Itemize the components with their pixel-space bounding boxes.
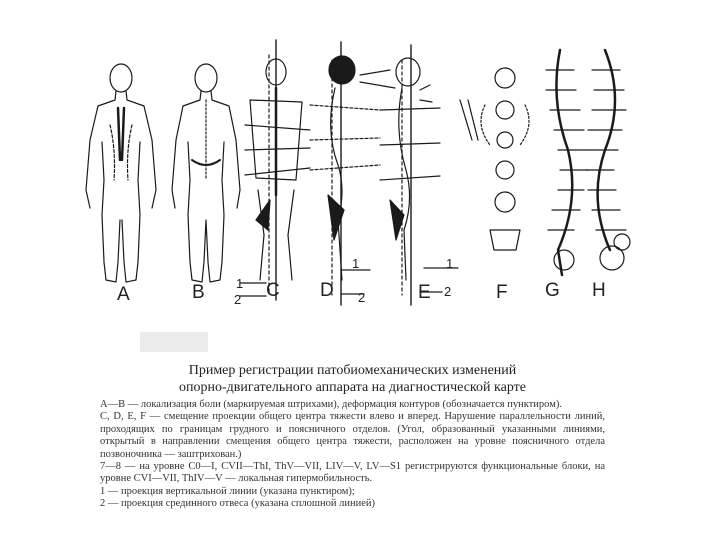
figure-letter-f: F <box>496 282 508 303</box>
legend-line-2: 2 — проекция срединного отвеса (указана сплошной линией) <box>100 498 375 510</box>
legend-line-a-b: А—В — локализация боли (маркируемая штрихами), деформация контуров (обозначается пунктиром). <box>100 399 562 410</box>
figure-letter-h: H <box>592 280 606 301</box>
marker-e-2: 2 <box>444 284 452 299</box>
figure-letter-b: B <box>192 282 205 303</box>
figure-letter-a: A <box>117 284 130 305</box>
legend-line-1: 1 — проекция вертикальной линии (указана пунктиром); <box>100 485 355 497</box>
marker-c-1: 1 <box>236 276 244 291</box>
figure-caption <box>100 362 605 511</box>
figure-letter-e: E <box>418 282 431 303</box>
figure-b-back-body <box>172 64 240 282</box>
figure-h-spine-ribs <box>586 50 630 270</box>
caption-title-line-1: Пример регистрации патобиомеханических изменений <box>188 363 517 378</box>
diagnostic-figure-illustration <box>80 30 640 310</box>
caption-title <box>100 362 605 396</box>
marker-c-2: 2 <box>234 292 242 307</box>
figure-e-skeleton-side <box>380 45 440 305</box>
figure-g-curved-spine <box>546 50 588 275</box>
legend-line-c-f: С, D, E, F — смещение проекции общего центра тяжести влево и вперед. Нарушение параллельности линий, проходящих по границам грудного и поясничного отделов. (Угол, образованный указанными линиями, открытый в направлении смещения общего центра тяжести, расположен на уровне поясничного отдела позвоночника — заштрихован.) <box>100 411 605 460</box>
marker-d-1: 1 <box>352 256 360 271</box>
marker-d-2: 2 <box>358 290 366 305</box>
figure-a-front-body <box>86 64 156 282</box>
marker-lines-d <box>342 270 370 294</box>
legend-line-7-8: 7—8 — на уровне С0—I, CVII—ThI, ThV—VII, LIV—V, LV—S1 регистрируются функциональные блоки, на уровне CVI—VII, ThIV—V — локальная гипермобильность. <box>100 461 605 485</box>
figure-letter-g: G <box>545 280 560 301</box>
redacted-region <box>140 332 208 352</box>
figure-letter-d: D <box>320 280 334 301</box>
figure-letter-c: C <box>266 280 280 301</box>
caption-title-line-2: опорно-двигательного аппарата на диагностической карте <box>179 380 526 395</box>
marker-e-1: 1 <box>446 256 454 271</box>
figure-f-vertebrae <box>460 68 529 250</box>
marker-lines-c <box>240 283 266 296</box>
figure-c-skeleton-front <box>245 40 310 300</box>
